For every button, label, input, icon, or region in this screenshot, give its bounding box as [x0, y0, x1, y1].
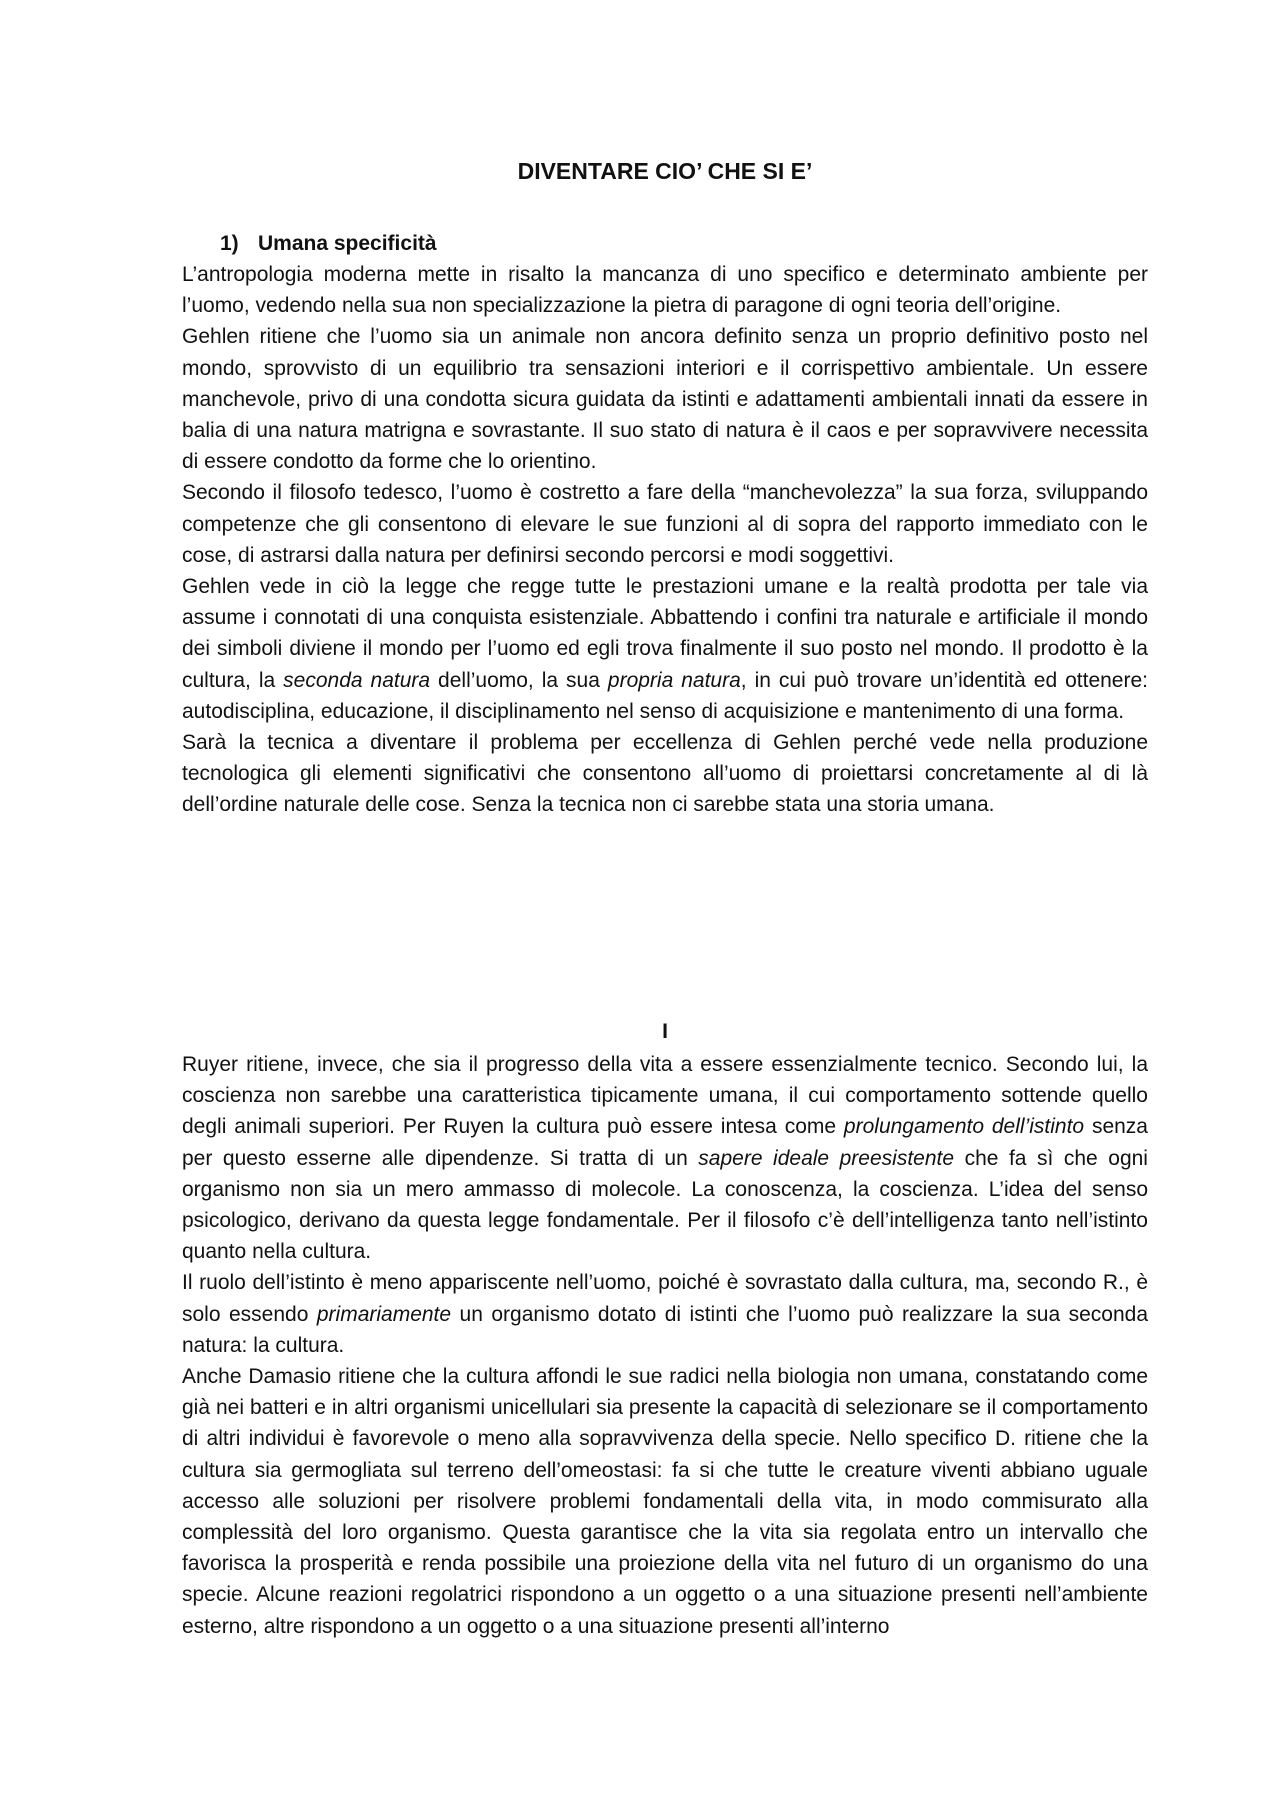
- document-title: DIVENTARE CIO’ CHE SI E’: [517, 158, 813, 184]
- section-heading: [220, 228, 437, 259]
- paragraph: [182, 477, 1148, 571]
- paragraph: [182, 727, 1148, 821]
- italic-text-run: sapere ideale preesistente: [698, 1146, 955, 1170]
- text-run: Il ruolo dell’istinto è meno appariscente nell’uomo, poiché è sovrastato dalla cultura, ma, secondo R., è solo essendo: [182, 1271, 1148, 1326]
- italic-text-run: propria natura: [607, 668, 741, 692]
- text-run: L’antropologia moderna mette in risalto la mancanza di uno specifico e determinato ambiente per l’uomo, vedendo nella sua non specializzazione la pietra di paragone di ogni teoria dell’origine.: [182, 263, 1148, 318]
- text-run: , in cui può trovare un’identità ed ottenere: autodisciplina, educazione, il disciplinamento nel senso di acquisizione e mantenimento di una forma.: [182, 668, 1148, 723]
- italic-text-run: primariamente: [316, 1302, 452, 1326]
- body-text-part-2: [182, 1049, 1148, 1642]
- italic-text-run: seconda natura: [283, 668, 431, 692]
- paragraph: [182, 259, 1148, 321]
- text-run: Gehlen ritiene che l’uomo sia un animale non ancora definito senza un proprio definitivo posto nel mondo, sprovvisto di un equilibrio tra sensazioni interiori e il corrispettivo ambientale. Un essere manchevole, privo di una condotta sicura guidata da istinti e adattamenti ambientali innati da essere in balia di una natura matrigna e sovrastante. Il suo stato di natura è il caos e per sopravvivere necessita di essere condotto da forme che lo orientino.: [182, 325, 1148, 474]
- text-run: Ruyer ritiene, invece, che sia il progresso della vita a essere essenzialmente tecnico. Secondo lui, la coscienza non sarebbe una caratteristica tipicamente umana, il cui comportamento sottende quello degli animali superiori. Per Ruyen la cultura può essere intesa come: [182, 1053, 1148, 1139]
- paragraph: [182, 321, 1148, 477]
- subsection-marker: I: [662, 1020, 668, 1043]
- text-run: un organismo dotato di istinti che l’uomo può realizzare la sua seconda natura: la cultura.: [182, 1302, 1149, 1357]
- paragraph: [182, 571, 1148, 727]
- paragraph: [182, 1049, 1148, 1267]
- text-run: che fa sì che ogni organismo non sia un mero ammasso di molecole. La conoscenza, la coscienza. L’idea del senso psicologico, derivano da questa legge fondamentale. Per il filosofo c’è dell’intelligenza tanto nell’istinto quanto nella cultura.: [182, 1146, 1148, 1264]
- section-number: 1): [220, 232, 239, 255]
- text-run: Sarà la tecnica a diventare il problema per eccellenza di Gehlen perché vede nella produzione tecnologica gli elementi significativi che consentono all’uomo di proiettarsi concretamente al di là dell’ordine naturale delle cose. Senza la tecnica non ci sarebbe stata una storia umana.: [182, 731, 1148, 817]
- text-run: senza per questo esserne alle dipendenze. Si tratta di un: [182, 1115, 1148, 1170]
- document-page: [182, 0, 1148, 1811]
- text-run: Secondo il filosofo tedesco, l’uomo è costretto a fare della “manchevolezza” la sua forza, sviluppando competenze che gli consentono di elevare le sue funzioni al di sopra del rapporto immediato con le cose, di astrarsi dalla natura per definirsi secondo percorsi e modi soggettivi.: [182, 481, 1148, 567]
- paragraph: [182, 1267, 1148, 1361]
- paragraph: [182, 1361, 1148, 1642]
- text-run: Gehlen vede in ciò la legge che regge tutte le prestazioni umane e la realtà prodotta per tale via assume i connotati di una conquista esistenziale. Abbattendo i confini tra naturale e artificiale il mondo dei simboli diviene il mondo per l’uomo ed egli trova finalmente il suo posto nel mondo. Il prodotto è la cultura, la: [182, 575, 1148, 692]
- body-text-part-1: [182, 259, 1148, 821]
- text-run: Anche Damasio ritiene che la cultura affondi le sue radici nella biologia non umana, constatando come già nei batteri e in altri organismi unicellulari sia presente la capacità di selezionare se il comportamento di altri individui è favorevole o meno alla sopravvivenza della specie. Nello specifico D. ritiene che la cultura sia germogliata sul terreno dell’omeostasi: fa si che tutte le creature viventi abbiano uguale accesso alle soluzioni per risolvere problemi fondamentali della vita, in modo commisurato alla complessità del loro organismo. Questa garantisce che la vita sia regolata entro un intervallo che favorisca la prosperità e renda possibile una proiezione della vita nel futuro di un organismo do una specie. Alcune reazioni regolatrici rispondono a un oggetto o a una situazione presenti nell’ambiente esterno, altre rispondono a un oggetto o a una situazione presenti all’interno: [182, 1365, 1148, 1638]
- text-run: dell’uomo, la sua: [430, 668, 608, 692]
- section-title: Umana specificità: [258, 232, 437, 255]
- italic-text-run: prolungamento dell’istinto: [843, 1115, 1085, 1139]
